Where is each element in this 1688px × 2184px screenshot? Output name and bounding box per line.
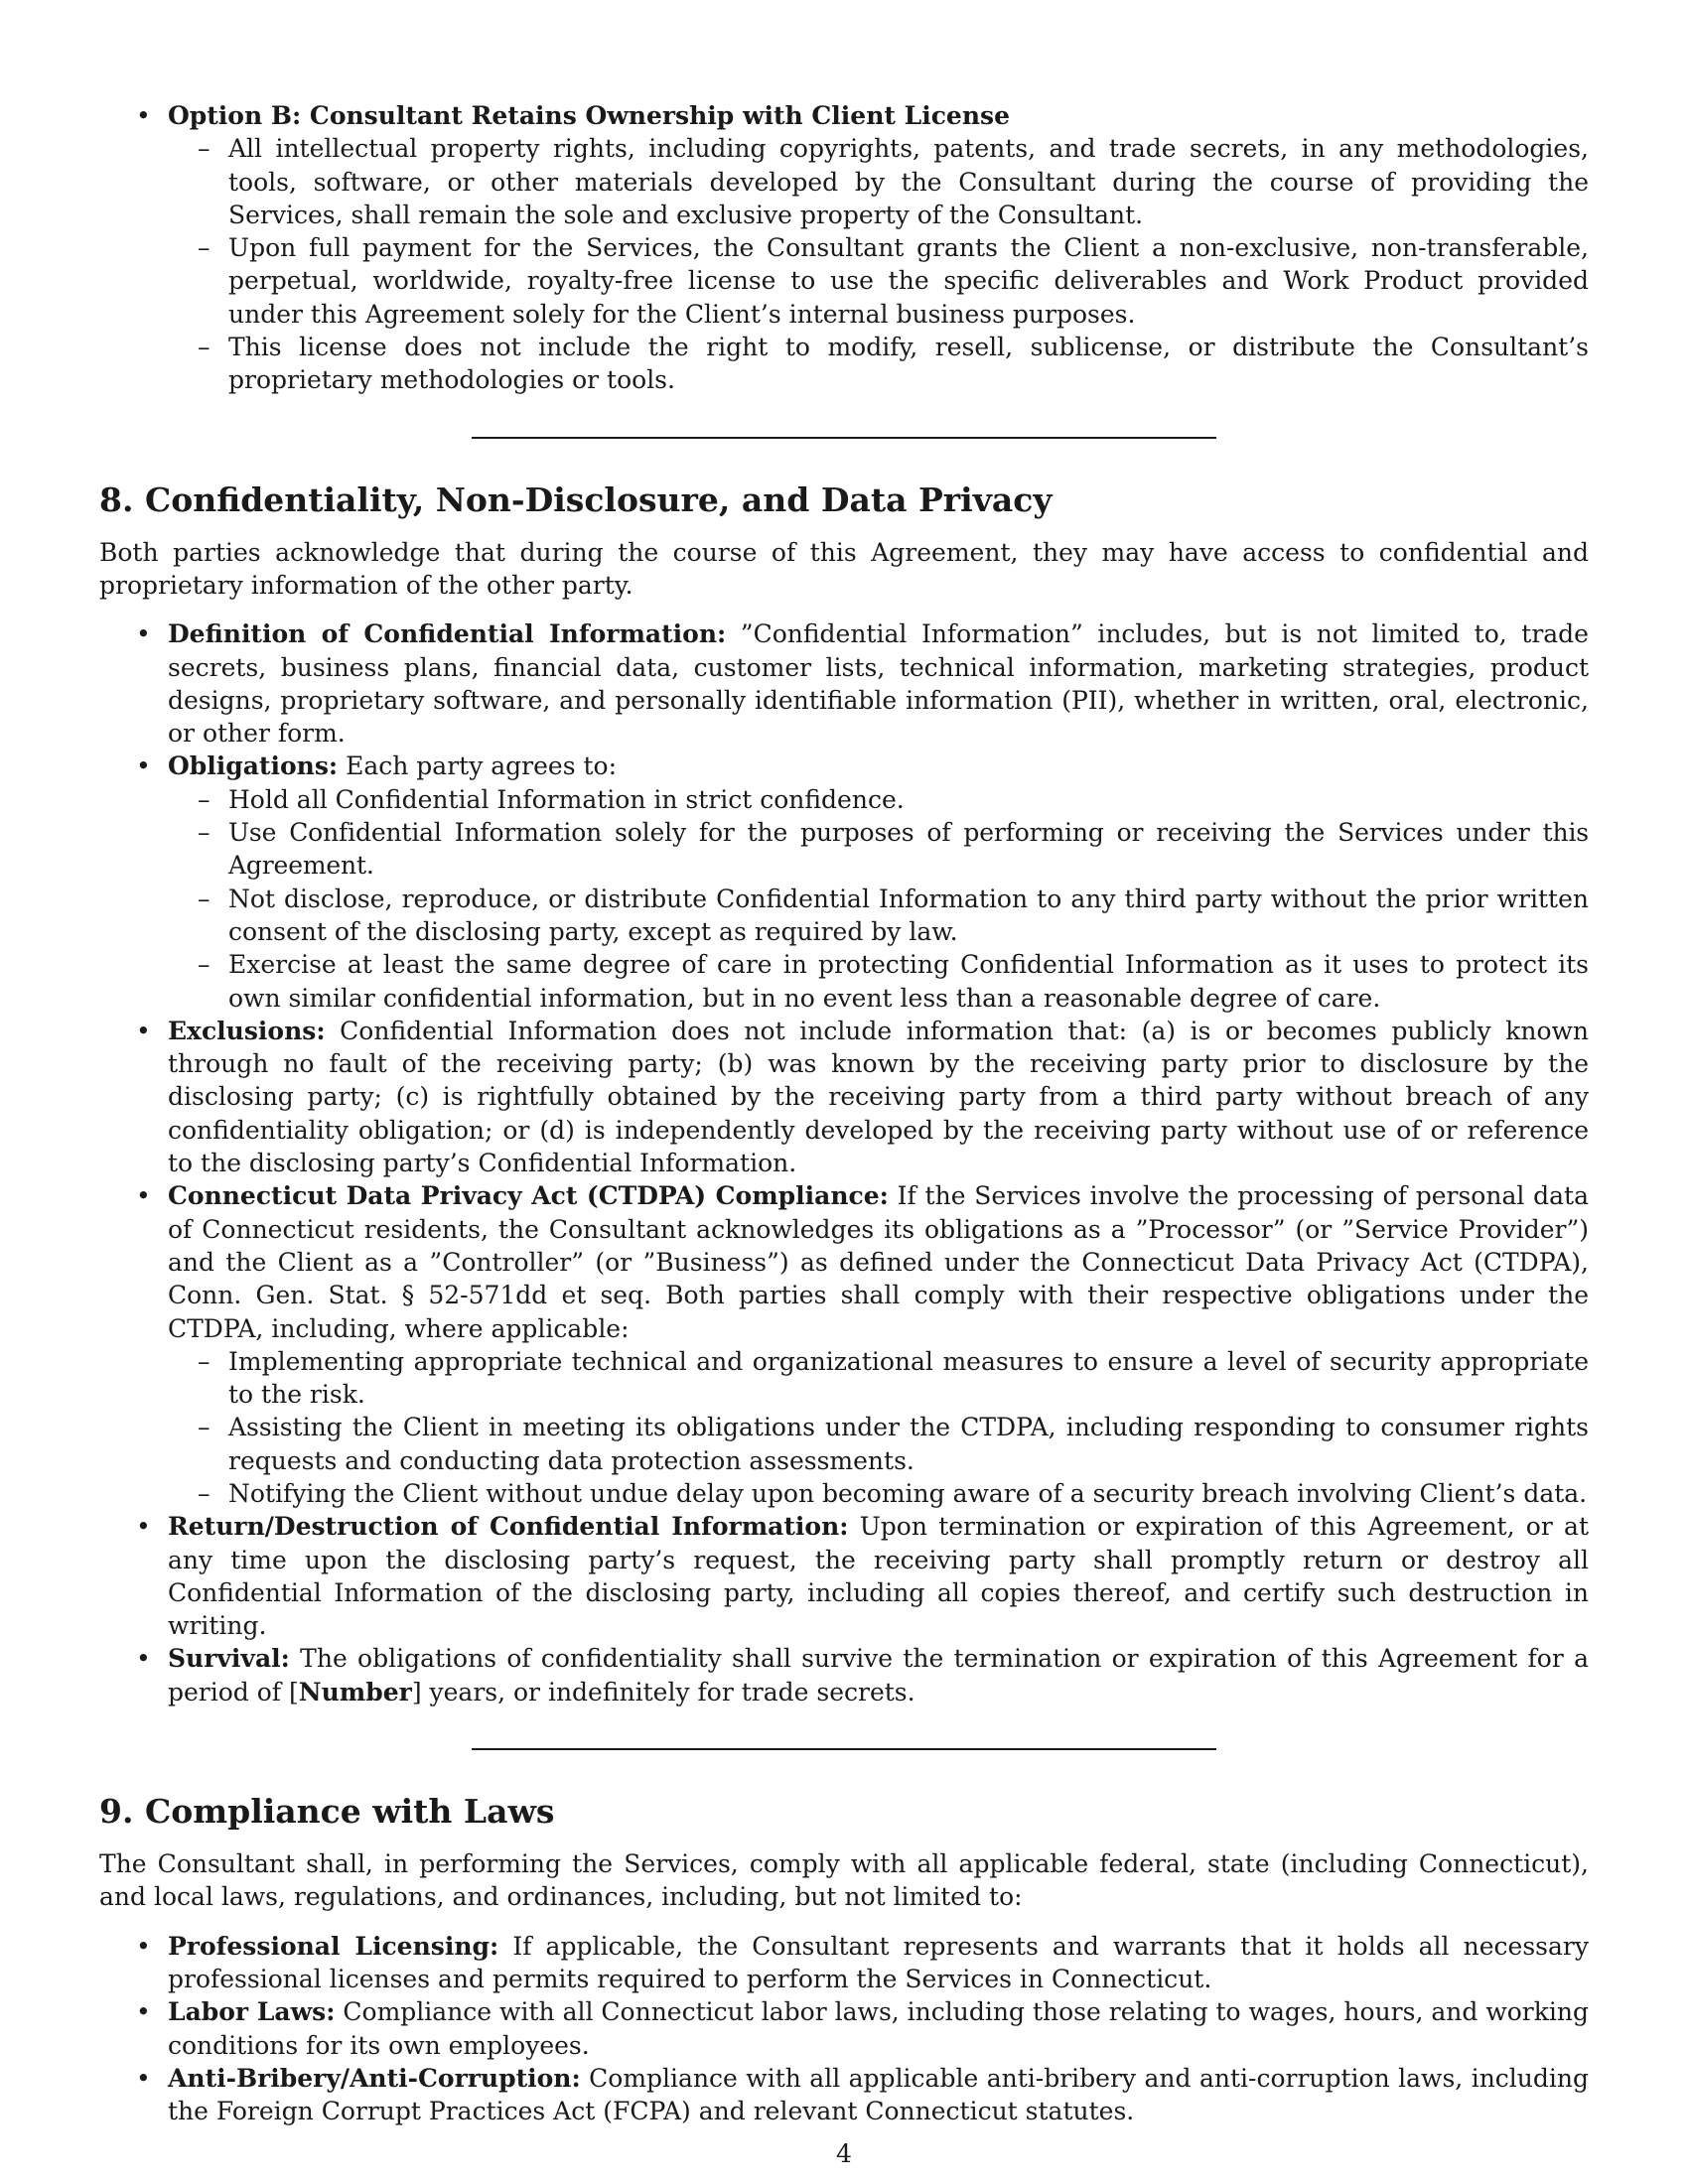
definition-label: Definition of Confidential Information: <box>168 619 727 649</box>
return-item <box>99 1510 1589 1642</box>
survival-label: Survival: <box>168 1644 290 1674</box>
exclusions-text: Confidential Information does not include information that: (a) is or becomes publicly known through no fault of the receiving party; (b) was known by the receiving party prior to disclosure by the disclosing party; (c) is rightfully obtained by the receiving party from a third party without breach of any confidentiality obligation; or (d) is independently developed by the receiving party without use of or reference to the disclosing party’s Confidential Information. <box>168 1016 1589 1178</box>
return-text: Upon termination or expiration of this Agreement, or at any time upon the disclosing party’s request, the receiving party shall promptly return or destroy all Confidential Information of the disclosing party, including all copies thereof, and certify such destruction in writing. <box>168 1512 1589 1641</box>
ctdpa-item <box>99 1179 1589 1510</box>
ctdpa-label: Connecticut Data Privacy Act (CTDPA) Compliance: <box>168 1181 889 1211</box>
obligations-item <box>99 750 1589 1014</box>
list-item: – Assisting the Client in meeting its obligations under the CTDPA, including responding to consumer rights requests and conducting data protection assessments. <box>168 1411 1589 1477</box>
compliance-text: Compliance with all applicable anti-bribery and anti-corruption laws, including the Foreign Corrupt Practices Act (FCPA) and relevant Connecticut statutes. <box>168 2063 1589 2126</box>
list-item: – Exercise at least the same degree of care in protecting Confidential Information as it uses to protect its own similar confidential information, but in no event less than a reasonable degree of care. <box>168 948 1589 1015</box>
ctdpa-text: If the Services involve the processing of personal data of Connecticut residents, the Consultant acknowledges its obligations as a ”Processor” (or ”Service Provider”) and the Client as a ”Controller” (or ”Business”) as defined under the Connecticut Data Privacy Act (CTDPA), Conn. Gen. Stat. § 52-571dd et seq. Both parties shall comply with their respective obligations under the CTDPA, including, where applicable: <box>168 1181 1589 1343</box>
compliance-item <box>99 2062 1589 2128</box>
compliance-label: Labor Laws: <box>168 1997 336 2027</box>
section-9-intro: The Consultant shall, in performing the Services, comply with all applicable federal, state (including Connecticut), and local laws, regulations, and ordinances, including, but not limited to: <box>99 1849 1589 1912</box>
list-item: – Implementing appropriate technical and organizational measures to ensure a level of security appropriate to the risk. <box>168 1345 1589 1412</box>
survival-text-before: The obligations of confidentiality shall survive the termination or expiration of this Agreement for a period of [ <box>168 1644 1589 1706</box>
section-8-list <box>99 617 1589 1708</box>
compliance-item <box>99 1930 1589 1996</box>
compliance-label: Professional Licensing: <box>168 1931 499 1961</box>
section-heading-9: 9. Compliance with Laws <box>99 1792 555 1832</box>
section-9-list <box>99 1930 1589 2128</box>
list-item: – Notifying the Client without undue delay upon becoming aware of a security breach involving Client’s data. <box>168 1477 1589 1510</box>
page-number: 4 <box>836 2139 852 2168</box>
compliance-text: If applicable, the Consultant represents and warrants that it holds all necessary professional licenses and permits required to perform the Services in Connecticut. <box>168 1931 1589 1993</box>
obligations-sublist <box>168 783 1589 1015</box>
compliance-text: Compliance with all Connecticut labor laws, including those relating to wages, hours, and working conditions for its own employees. <box>168 1997 1589 2060</box>
compliance-item <box>99 1995 1589 2062</box>
document-page <box>99 99 1589 2127</box>
list-item: – Use Confidential Information solely for the purposes of performing or receiving the Services under this Agreement. <box>168 816 1589 883</box>
option-b-sublist <box>168 132 1589 396</box>
option-b-title: Option B: Consultant Retains Ownership with Client License <box>168 101 1010 130</box>
compliance-label: Anti-Bribery/Anti-Corruption: <box>168 2063 581 2093</box>
survival-item <box>99 1642 1589 1708</box>
option-b-list <box>99 99 1589 397</box>
ctdpa-paragraph <box>168 1179 1589 1344</box>
definition-text: ”Confidential Information” includes, but is not limited to, trade secrets, business plans, financial data, customer lists, technical information, marketing strategies, product designs, proprietary software, and personally identifiable information (PII), whether in written, oral, electronic, or other form. <box>168 619 1589 749</box>
obligations-text: Each party agrees to: <box>338 751 618 781</box>
exclusions-label: Exclusions: <box>168 1016 326 1045</box>
list-item: – All intellectual property rights, including copyrights, patents, and trade secrets, in any methodologies, tools, software, or other materials developed by the Consultant during the course of providing the Services, shall remain the sole and exclusive property of the Consultant. <box>168 132 1589 231</box>
section-heading-8: 8. Confidentiality, Non-Disclosure, and Data Privacy <box>99 479 1053 519</box>
return-label: Return/Destruction of Confidential Information: <box>168 1512 849 1542</box>
section-8-intro: Both parties acknowledge that during the course of this Agreement, they may have access to confidential and proprietary information of the other party. <box>99 537 1589 600</box>
survival-text-after: ] years, or indefinitely for trade secrets. <box>411 1677 915 1706</box>
option-b-item <box>99 99 1589 397</box>
list-item: – Not disclose, reproduce, or distribute Confidential Information to any third party without the prior written consent of the disclosing party, except as required by law. <box>168 883 1589 949</box>
section-divider <box>472 437 1216 439</box>
survival-placeholder: Number <box>298 1677 412 1706</box>
obligations-label: Obligations: <box>168 751 339 781</box>
definition-item <box>99 617 1589 750</box>
exclusions-item <box>99 1015 1589 1179</box>
list-item: – Hold all Confidential Information in strict confidence. <box>168 783 1589 816</box>
list-item: – This license does not include the right to modify, resell, sublicense, or distribute the Consultant’s proprietary methodologies or tools. <box>168 331 1589 397</box>
section-divider <box>472 1748 1216 1750</box>
ctdpa-sublist <box>168 1345 1589 1510</box>
list-item: – Upon full payment for the Services, the Consultant grants the Client a non-exclusive, non-transferable, perpetual, worldwide, royalty-free license to use the specific deliverables and Work Product provided under this Agreement solely for the Client’s internal business purposes. <box>168 231 1589 331</box>
